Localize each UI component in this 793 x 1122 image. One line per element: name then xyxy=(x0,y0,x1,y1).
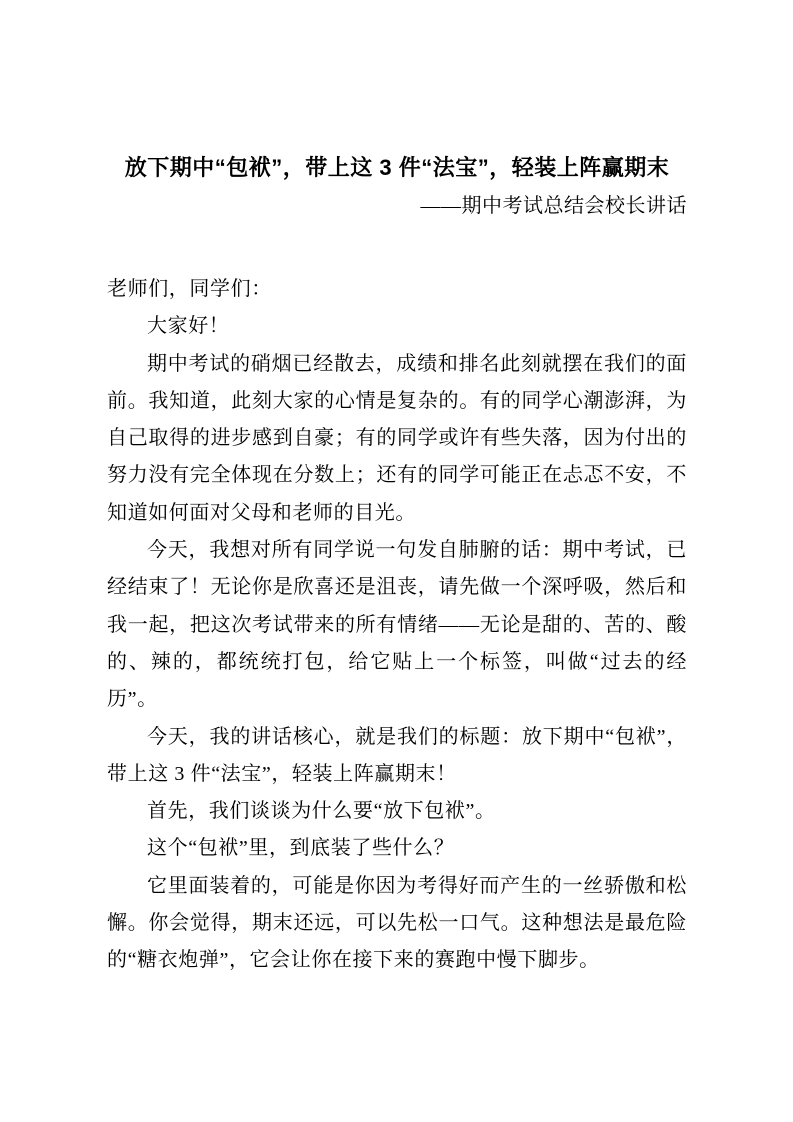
paragraph: 期中考试的硝烟已经散去，成绩和排名此刻就摆在我们的面前。我知道，此刻大家的心情是复杂的。有的同学心潮澎湃，为自己取得的进步感到自豪；有的同学或许有些失落，因为付出的努力没有完全体现在分数上；还有的同学可能正在忐忑不安，不知道如何面对父母和老师的目光。 xyxy=(107,352,687,524)
paragraph: 今天，我想对所有同学说一句发自肺腑的话：期中考试，已经结束了！无论你是欣喜还是沮丧，请先做一个深呼吸，然后和我一起，把这次考试带来的所有情绪——无论是甜的、苦的、酸的、辣的，都统统打包，给它贴上一个标签，叫做“过去的经历”。 xyxy=(107,539,687,711)
paragraph: 今天，我的讲话核心，就是我们的标题：放下期中“包袱”，带上这 3 件“法宝”，轻装上阵赢期末！ xyxy=(107,725,687,785)
paragraph: 这个“包袱”里，到底装了些什么？ xyxy=(147,837,455,860)
document-content xyxy=(107,148,687,980)
paragraph-salutation: 老师们，同学们： xyxy=(107,278,272,300)
paragraph: 首先，我们谈谈为什么要“放下包袱”。 xyxy=(147,800,496,823)
paragraph-greeting: 大家好！ xyxy=(147,315,230,338)
paragraph: 它里面装着的，可能是你因为考得好而产生的一丝骄傲和松懈。你会觉得，期末还远，可以先松一口气。这种想法是最危险的“糖衣炮弹”，它会让你在接下来的赛跑中慢下脚步。 xyxy=(107,874,687,972)
document-title: 放下期中“包袱”，带上这 3 件“法宝”，轻装上阵赢期末 xyxy=(124,155,670,180)
document-body xyxy=(107,271,687,980)
document-subtitle: ——期中考试总结会校长讲话 xyxy=(420,195,687,217)
